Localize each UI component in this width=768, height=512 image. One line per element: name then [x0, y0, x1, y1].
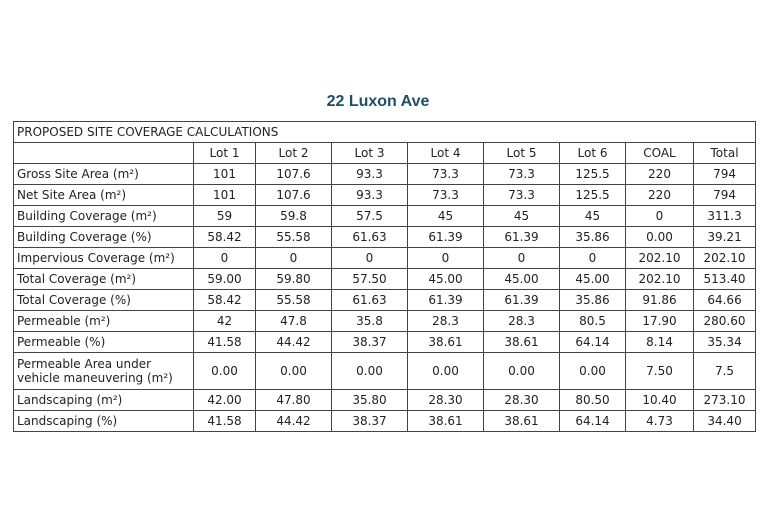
table-cell: 44.42 [256, 411, 332, 432]
table-row [14, 164, 756, 185]
table-row [14, 227, 756, 248]
table-cell: 38.61 [408, 411, 484, 432]
table-cell: 64.14 [560, 332, 626, 353]
table-cell: 47.8 [256, 311, 332, 332]
table-cell: 794 [694, 185, 756, 206]
table-cell: 61.63 [332, 290, 408, 311]
table-cell: 59.00 [194, 269, 256, 290]
table-cell: 57.50 [332, 269, 408, 290]
table-cell: 0.00 [408, 353, 484, 390]
table-cell: 8.14 [626, 332, 694, 353]
table-cell: 107.6 [256, 185, 332, 206]
column-header: Lot 4 [408, 143, 484, 164]
table-cell: 61.63 [332, 227, 408, 248]
column-header: Lot 2 [256, 143, 332, 164]
table-row [14, 332, 756, 353]
row-label: Total Coverage (m²) [14, 269, 194, 290]
table-cell: 41.58 [194, 411, 256, 432]
table-cell: 73.3 [408, 185, 484, 206]
table-cell: 80.5 [560, 311, 626, 332]
table-cell: 0.00 [256, 353, 332, 390]
table-cell: 4.73 [626, 411, 694, 432]
table-cell: 0.00 [332, 353, 408, 390]
table-cell: 55.58 [256, 227, 332, 248]
table-cell: 280.60 [694, 311, 756, 332]
table-cell: 45 [484, 206, 560, 227]
table-cell: 91.86 [626, 290, 694, 311]
table-cell: 42.00 [194, 390, 256, 411]
table-cell: 58.42 [194, 290, 256, 311]
table-cell: 0 [408, 248, 484, 269]
site-coverage-table [13, 121, 756, 432]
column-header: Lot 1 [194, 143, 256, 164]
table-cell: 0 [560, 248, 626, 269]
row-label: Total Coverage (%) [14, 290, 194, 311]
table-cell: 34.40 [694, 411, 756, 432]
row-label: Landscaping (m²) [14, 390, 194, 411]
table-cell: 7.5 [694, 353, 756, 390]
table-cell: 7.50 [626, 353, 694, 390]
row-label: Building Coverage (%) [14, 227, 194, 248]
table-cell: 61.39 [408, 290, 484, 311]
column-header: COAL [626, 143, 694, 164]
table-cell: 0.00 [626, 227, 694, 248]
table-cell: 0.00 [194, 353, 256, 390]
table-cell: 107.6 [256, 164, 332, 185]
table-cell: 28.30 [484, 390, 560, 411]
table-cell: 794 [694, 164, 756, 185]
table-cell: 47.80 [256, 390, 332, 411]
row-label: Net Site Area (m²) [14, 185, 194, 206]
table-row [14, 185, 756, 206]
table-cell: 61.39 [408, 227, 484, 248]
table-cell: 273.10 [694, 390, 756, 411]
table-cell: 28.30 [408, 390, 484, 411]
table-cell: 55.58 [256, 290, 332, 311]
table-cell: 38.61 [484, 332, 560, 353]
table-cell: 0.00 [484, 353, 560, 390]
column-header: Lot 5 [484, 143, 560, 164]
table-row [14, 411, 756, 432]
table-cell: 45.00 [484, 269, 560, 290]
table-cell: 93.3 [332, 185, 408, 206]
table-cell: 57.5 [332, 206, 408, 227]
table-cell: 35.8 [332, 311, 408, 332]
table-cell: 44.42 [256, 332, 332, 353]
row-label: Permeable Area under vehicle maneuvering (m²) [14, 353, 194, 390]
table-cell: 28.3 [484, 311, 560, 332]
caption-row [14, 122, 756, 143]
row-label: Impervious Coverage (m²) [14, 248, 194, 269]
row-label: Building Coverage (m²) [14, 206, 194, 227]
table-row [14, 311, 756, 332]
table-cell: 73.3 [408, 164, 484, 185]
table-cell: 42 [194, 311, 256, 332]
table-cell: 45 [408, 206, 484, 227]
table-cell: 0 [626, 206, 694, 227]
table-cell: 35.34 [694, 332, 756, 353]
table-cell: 28.3 [408, 311, 484, 332]
row-label: Landscaping (%) [14, 411, 194, 432]
table-cell: 125.5 [560, 164, 626, 185]
table-cell: 35.86 [560, 227, 626, 248]
table-cell: 80.50 [560, 390, 626, 411]
table-cell: 0.00 [560, 353, 626, 390]
table-cell: 311.3 [694, 206, 756, 227]
table-cell: 101 [194, 185, 256, 206]
table-cell: 202.10 [626, 248, 694, 269]
table-cell: 0 [332, 248, 408, 269]
table-cell: 0 [194, 248, 256, 269]
table-row [14, 248, 756, 269]
table-cell: 73.3 [484, 164, 560, 185]
table-row [14, 390, 756, 411]
table-cell: 101 [194, 164, 256, 185]
row-label: Gross Site Area (m²) [14, 164, 194, 185]
table-cell: 45 [560, 206, 626, 227]
table-cell: 0 [256, 248, 332, 269]
header-row [14, 143, 756, 164]
table-row [14, 206, 756, 227]
table-cell: 35.86 [560, 290, 626, 311]
row-label: Permeable (%) [14, 332, 194, 353]
page-title: 22 Luxon Ave [326, 93, 430, 110]
table-cell: 17.90 [626, 311, 694, 332]
table-cell: 10.40 [626, 390, 694, 411]
table-cell: 93.3 [332, 164, 408, 185]
table-cell: 38.37 [332, 332, 408, 353]
table-row [14, 269, 756, 290]
table-cell: 64.66 [694, 290, 756, 311]
table-cell: 59.8 [256, 206, 332, 227]
table-cell: 0 [484, 248, 560, 269]
table-cell: 220 [626, 185, 694, 206]
table-cell: 202.10 [626, 269, 694, 290]
row-label: Permeable (m²) [14, 311, 194, 332]
table-caption: PROPOSED SITE COVERAGE CALCULATIONS [14, 122, 756, 143]
column-header: Lot 6 [560, 143, 626, 164]
table-row [14, 290, 756, 311]
table-cell: 38.61 [484, 411, 560, 432]
table-cell: 125.5 [560, 185, 626, 206]
column-header: Total [694, 143, 756, 164]
table-cell: 59.80 [256, 269, 332, 290]
table-row [14, 353, 756, 390]
table-cell: 39.21 [694, 227, 756, 248]
table-cell: 202.10 [694, 248, 756, 269]
table-cell: 45.00 [560, 269, 626, 290]
table-cell: 220 [626, 164, 694, 185]
table-cell: 45.00 [408, 269, 484, 290]
table-cell: 38.37 [332, 411, 408, 432]
table-cell: 64.14 [560, 411, 626, 432]
table-cell: 513.40 [694, 269, 756, 290]
table-cell: 35.80 [332, 390, 408, 411]
table-cell: 58.42 [194, 227, 256, 248]
table-cell: 61.39 [484, 227, 560, 248]
header-corner-cell [14, 143, 194, 164]
table-cell: 41.58 [194, 332, 256, 353]
table-cell: 73.3 [484, 185, 560, 206]
table-cell: 59 [194, 206, 256, 227]
table-cell: 61.39 [484, 290, 560, 311]
column-header: Lot 3 [332, 143, 408, 164]
table-cell: 38.61 [408, 332, 484, 353]
